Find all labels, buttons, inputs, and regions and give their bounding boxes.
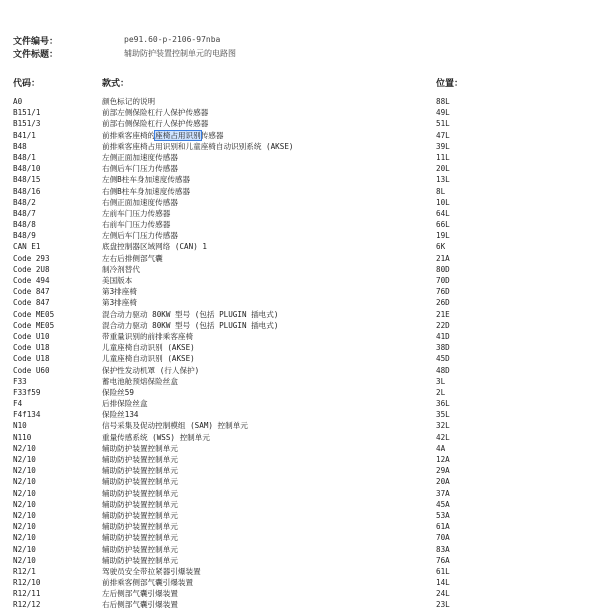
table-row bbox=[0, 331, 600, 342]
table-row bbox=[0, 544, 600, 555]
row-description: 带重量识别的前排乘客座椅 bbox=[102, 331, 194, 341]
table-row bbox=[0, 208, 600, 219]
row-description: 保险丝59 bbox=[102, 387, 134, 397]
row-location: 45A bbox=[436, 499, 450, 509]
row-location: 49L bbox=[436, 108, 450, 118]
row-code: R12/10 bbox=[13, 578, 41, 588]
row-location: 70A bbox=[436, 533, 450, 543]
row-description: 左侧正面加速度传感器 bbox=[102, 152, 178, 162]
row-location: 37A bbox=[436, 488, 450, 498]
row-code: CAN E1 bbox=[13, 242, 41, 252]
row-location: 23L bbox=[436, 600, 450, 610]
row-description: 前排乘客座椅占用识别和儿童座椅自动识别系统 (AKSE) bbox=[102, 141, 294, 151]
row-location: 32L bbox=[436, 421, 450, 431]
table-row bbox=[0, 376, 600, 387]
row-description: 右侧B柱车身加速度传感器 bbox=[102, 186, 191, 196]
row-location: 61A bbox=[436, 522, 450, 532]
table-row bbox=[0, 599, 600, 610]
row-location: 66L bbox=[436, 220, 450, 230]
row-code: N2/10 bbox=[13, 544, 36, 554]
table-row bbox=[0, 521, 600, 532]
row-code: R12/1 bbox=[13, 566, 36, 576]
row-code: F33 bbox=[13, 376, 27, 386]
row-description: 左侧后车门压力传感器 bbox=[102, 231, 178, 241]
row-location: 41D bbox=[436, 331, 450, 341]
table-row bbox=[0, 96, 600, 107]
row-location: 6K bbox=[436, 242, 446, 252]
row-description: 辅助防护装置控制单元 bbox=[102, 488, 178, 498]
row-description: 儿童座椅自动识别 (AKSE) bbox=[102, 354, 195, 364]
row-location: 12A bbox=[436, 455, 450, 464]
row-location: 39L bbox=[436, 141, 450, 151]
row-code: R12/12 bbox=[13, 600, 41, 610]
table-row bbox=[0, 588, 600, 599]
row-description: 辅助防护装置控制单元 bbox=[102, 466, 178, 476]
doc-number-label: 文件编号： bbox=[13, 37, 59, 47]
table-row bbox=[0, 387, 600, 398]
table-row bbox=[0, 275, 600, 286]
row-location: 22D bbox=[436, 320, 450, 330]
table-row bbox=[0, 286, 600, 297]
row-code: N2/10 bbox=[13, 533, 36, 543]
row-location: 35L bbox=[436, 410, 450, 420]
table-row bbox=[0, 253, 600, 264]
row-code: B48/15 bbox=[13, 175, 41, 185]
row-description: 辅助防护装置控制单元 bbox=[102, 477, 178, 487]
table-row bbox=[0, 197, 600, 208]
row-location: 83A bbox=[436, 544, 450, 554]
row-location: 4A bbox=[436, 443, 446, 453]
row-code: B48/8 bbox=[13, 220, 36, 230]
row-location: 76D bbox=[436, 287, 450, 297]
table-row bbox=[0, 566, 600, 577]
table-row bbox=[0, 219, 600, 230]
row-location: 48D bbox=[436, 365, 450, 375]
row-description: 儿童座椅自动识别 (AKSE) bbox=[102, 343, 195, 353]
row-description: 辅助防护装置控制单元 bbox=[102, 499, 178, 509]
row-description: 辅助防护装置控制单元 bbox=[102, 555, 178, 565]
row-description: 左右后排侧部气囊 bbox=[102, 253, 163, 263]
row-description: 保险丝134 bbox=[102, 410, 139, 420]
doc-title-label: 文件标题： bbox=[13, 50, 59, 60]
row-location: 10L bbox=[436, 197, 450, 207]
row-code: B41/1 bbox=[13, 130, 36, 140]
row-code: Code U60 bbox=[13, 365, 50, 375]
row-location: 26D bbox=[436, 298, 450, 308]
row-description: 辅助防护装置控制单元 bbox=[102, 510, 178, 520]
row-description: 混合动力驱动 80KW 型号 (包括 PLUGIN 插电式) bbox=[102, 309, 279, 319]
row-code: Code ME05 bbox=[13, 309, 55, 319]
table-row bbox=[0, 241, 600, 252]
row-code: B48/2 bbox=[13, 197, 36, 207]
selected-text-highlight[interactable]: 座椅占用识别 bbox=[155, 130, 201, 140]
row-code: F33f59 bbox=[13, 387, 41, 397]
row-description: 美国版本 bbox=[102, 276, 133, 285]
row-description: 辅助防护装置控制单元 bbox=[102, 522, 178, 532]
row-description: 右后侧部气囊引爆装置 bbox=[102, 600, 178, 610]
row-description: 左侧B柱车身加速度传感器 bbox=[102, 175, 191, 185]
row-code: Code ME05 bbox=[13, 320, 55, 330]
row-code: B48/16 bbox=[13, 186, 41, 196]
column-header-desc: 款式： bbox=[102, 79, 130, 89]
row-description: 第3排座椅 bbox=[102, 298, 137, 308]
row-description: 保护性发动机罩 (行人保护) bbox=[102, 365, 200, 375]
row-location: 13L bbox=[436, 175, 450, 185]
row-code: Code U10 bbox=[13, 331, 50, 341]
row-location: 36L bbox=[436, 399, 450, 409]
table-row bbox=[0, 118, 600, 129]
row-code: N2/10 bbox=[13, 455, 36, 464]
description-part: 传感器 bbox=[200, 130, 224, 140]
doc-number-value: pe91.60-p-2106-97nba bbox=[124, 35, 221, 44]
row-description: 左后侧部气囊引爆装置 bbox=[102, 589, 178, 599]
row-location: 38D bbox=[436, 343, 450, 353]
row-code: N2/10 bbox=[13, 555, 36, 565]
row-code: N2/10 bbox=[13, 466, 36, 476]
row-code: F4f134 bbox=[13, 410, 41, 420]
row-location: 53A bbox=[436, 510, 450, 520]
row-location: 21A bbox=[436, 253, 450, 263]
table-row bbox=[0, 130, 600, 141]
row-code: Code 494 bbox=[13, 276, 50, 285]
row-description: 信号采集及促动控制模组 (SAM) 控制单元 bbox=[102, 421, 248, 431]
column-header-location: 位置： bbox=[436, 79, 464, 89]
row-location: 20A bbox=[436, 477, 450, 487]
row-description: 制冷剂替代 bbox=[102, 264, 140, 274]
doc-number-row bbox=[13, 34, 58, 47]
table-row bbox=[0, 342, 600, 353]
table-row bbox=[0, 432, 600, 443]
row-code: N2/10 bbox=[13, 488, 36, 498]
row-location: 3L bbox=[436, 376, 446, 386]
row-code: B48/1 bbox=[13, 152, 36, 162]
table-row bbox=[0, 320, 600, 331]
table-row bbox=[0, 264, 600, 275]
table-row bbox=[0, 107, 600, 118]
row-description: 混合动力驱动 80KW 型号 (包括 PLUGIN 插电式) bbox=[102, 320, 279, 330]
row-code: R12/11 bbox=[13, 589, 41, 599]
row-code: B151/1 bbox=[13, 108, 41, 118]
table-row bbox=[0, 141, 600, 152]
row-location: 76A bbox=[436, 555, 450, 565]
component-table bbox=[0, 96, 600, 611]
row-description: 后排保险丝盒 bbox=[102, 399, 148, 409]
row-code: Code U18 bbox=[13, 343, 50, 353]
table-row bbox=[0, 443, 600, 454]
table-row bbox=[0, 163, 600, 174]
table-row bbox=[0, 365, 600, 376]
row-code: N10 bbox=[13, 421, 27, 431]
row-code: Code 2U8 bbox=[13, 264, 50, 274]
table-row bbox=[0, 309, 600, 320]
table-row bbox=[0, 186, 600, 197]
description-part: 前排乘客座椅的 bbox=[102, 130, 156, 140]
row-description: 右前车门压力传感器 bbox=[102, 220, 171, 230]
table-row bbox=[0, 577, 600, 588]
row-location: 88L bbox=[436, 97, 450, 106]
table-row bbox=[0, 465, 600, 476]
table-row bbox=[0, 353, 600, 364]
row-code: B48/7 bbox=[13, 208, 36, 218]
table-row bbox=[0, 555, 600, 566]
row-description: 前部右侧保险杠行人保护传感器 bbox=[102, 119, 209, 129]
row-code: A0 bbox=[13, 97, 23, 106]
row-location: 42L bbox=[436, 432, 450, 442]
row-description: 蓄电池舱预熔保险丝盒 bbox=[102, 376, 178, 386]
row-description: 第3排座椅 bbox=[102, 287, 137, 297]
table-row bbox=[0, 510, 600, 521]
row-location: 8L bbox=[436, 186, 446, 196]
row-description: 右侧后车门压力传感器 bbox=[102, 164, 178, 174]
row-location: 20L bbox=[436, 164, 450, 174]
row-code: B151/3 bbox=[13, 119, 41, 129]
row-code: N2/10 bbox=[13, 522, 36, 532]
row-code: N110 bbox=[13, 432, 32, 442]
row-location: 70D bbox=[436, 276, 450, 285]
column-header-code: 代码： bbox=[13, 79, 41, 89]
row-location: 51L bbox=[436, 119, 450, 129]
row-location: 80D bbox=[436, 264, 450, 274]
row-description: 辅助防护装置控制单元 bbox=[102, 533, 178, 543]
row-code: Code 847 bbox=[13, 298, 50, 308]
row-code: B48 bbox=[13, 141, 27, 151]
row-description bbox=[102, 130, 224, 141]
table-row bbox=[0, 499, 600, 510]
row-code: Code 293 bbox=[13, 253, 50, 263]
row-location: 45D bbox=[436, 354, 450, 364]
table-row bbox=[0, 476, 600, 487]
row-description: 重量传感系统 (WSS) 控制单元 bbox=[102, 432, 210, 442]
table-row bbox=[0, 409, 600, 420]
table-row bbox=[0, 398, 600, 409]
row-description: 驾驶员安全带拉紧器引爆装置 bbox=[102, 566, 201, 576]
table-row bbox=[0, 532, 600, 543]
row-location: 2L bbox=[436, 387, 446, 397]
row-code: B48/10 bbox=[13, 164, 41, 174]
table-row bbox=[0, 454, 600, 465]
row-code: N2/10 bbox=[13, 443, 36, 453]
row-location: 21E bbox=[436, 309, 450, 319]
table-row bbox=[0, 174, 600, 185]
row-code: Code 847 bbox=[13, 287, 50, 297]
row-location: 14L bbox=[436, 578, 450, 588]
row-location: 47L bbox=[436, 130, 450, 140]
table-row bbox=[0, 230, 600, 241]
row-location: 61L bbox=[436, 566, 450, 576]
row-code: B48/9 bbox=[13, 231, 36, 241]
row-code: F4 bbox=[13, 399, 23, 409]
row-description: 右侧正面加速度传感器 bbox=[102, 197, 178, 207]
row-description: 底盘控制器区域网络 (CAN) 1 bbox=[102, 242, 207, 252]
row-location: 64L bbox=[436, 208, 450, 218]
table-row bbox=[0, 488, 600, 499]
row-code: Code U18 bbox=[13, 354, 50, 364]
table-row bbox=[0, 420, 600, 431]
row-description: 左前车门压力传感器 bbox=[102, 208, 171, 218]
doc-title-value: 辅助防护装置控制单元的电路图 bbox=[124, 49, 236, 58]
row-code: N2/10 bbox=[13, 510, 36, 520]
row-description: 辅助防护装置控制单元 bbox=[102, 544, 178, 554]
row-description: 前排乘客侧部气囊引爆装置 bbox=[102, 578, 194, 588]
row-location: 19L bbox=[436, 231, 450, 241]
row-location: 11L bbox=[436, 152, 450, 162]
row-location: 24L bbox=[436, 589, 450, 599]
row-code: N2/10 bbox=[13, 477, 36, 487]
table-row bbox=[0, 297, 600, 308]
row-description: 颜色标记的说明 bbox=[102, 97, 156, 106]
row-description: 辅助防护装置控制单元 bbox=[102, 443, 178, 453]
row-description: 辅助防护装置控制单元 bbox=[102, 455, 178, 464]
doc-title-row bbox=[13, 47, 58, 60]
row-code: N2/10 bbox=[13, 499, 36, 509]
table-row bbox=[0, 152, 600, 163]
row-description: 前部左侧保险杠行人保护传感器 bbox=[102, 108, 209, 118]
row-location: 29A bbox=[436, 466, 450, 476]
